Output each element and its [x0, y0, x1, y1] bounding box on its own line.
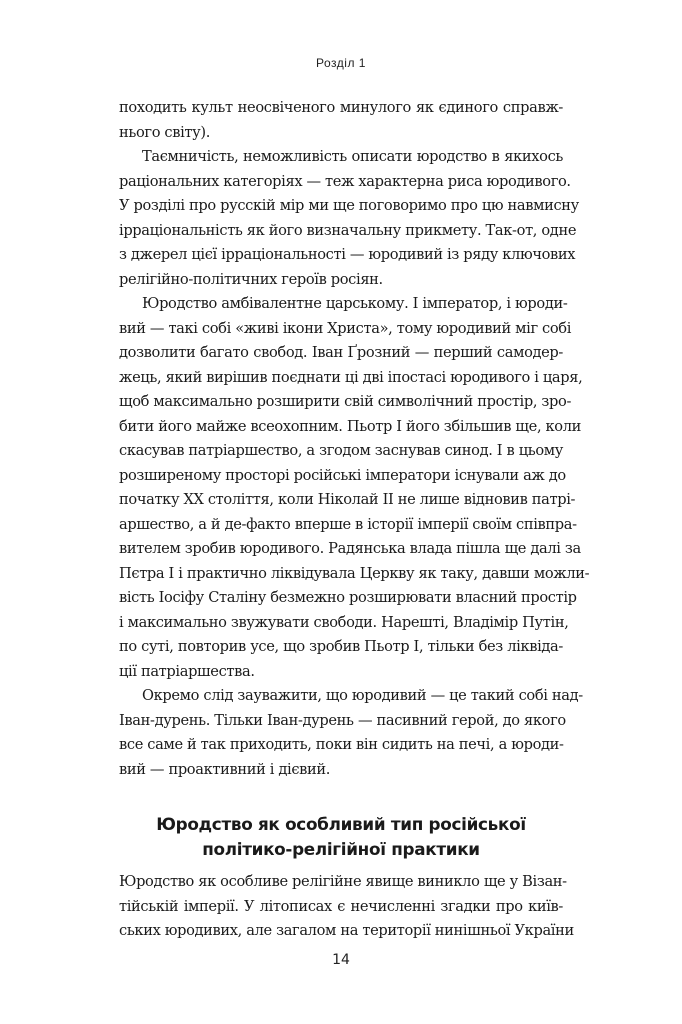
text-line: все саме й так приходить, поки він сидить на печі, а юроди-: [119, 736, 564, 753]
text-line: жець, який вирішив поєднати ці дві іпостасі юродивого і царя,: [119, 368, 583, 386]
text-line: і максимально звужувати свободи. Нарешті, Владімір Путін,: [119, 613, 569, 631]
text-line: Іван-дурень. Тільки Іван-дурень — пасивний герой, до якого: [119, 711, 566, 729]
text-line: Таємничість, неможливість описати юродство в якихось: [142, 148, 563, 165]
text-line: бити його майже всеохопним. Пьотр І його збільшив ще, коли: [119, 417, 582, 435]
text-line: релігійно-політичних героїв росіян.: [119, 270, 383, 288]
text-line: дозволити багато свобод. Іван Ґрозний — перший самодер-: [119, 344, 563, 361]
text-line: Окремо слід зауважити, що юродивий — це такий собі над-: [142, 687, 583, 704]
paragraph-4: [119, 684, 583, 782]
text-line: з джерел цієї ірраціональності — юродивий із ряду ключових: [119, 246, 576, 263]
text-line: нього світу).: [119, 123, 211, 141]
section-heading-line: Юродство як особливий тип російської: [156, 814, 526, 834]
text-line: тійській імперії. У літописах є нечисленні згадки про київ-: [119, 897, 563, 915]
section-heading-line: політико-релігійної практики: [202, 839, 480, 859]
running-head: Розділ 1: [316, 56, 366, 70]
paragraph-1: [119, 96, 563, 145]
text-line: ції патріаршества.: [119, 662, 255, 680]
text-line: походить культ неосвіченого минулого як єдиного справж-: [119, 99, 563, 116]
closing-paragraph: [119, 870, 574, 944]
text-line: скасував патріаршество, а згодом заснував синод. І в цьому: [119, 442, 563, 459]
text-line: ірраціональність як його визначальну прикмету. Так-от, одне: [119, 221, 577, 239]
text-line: по суті, повторив усе, що зробив Пьотр І, тільки без ліквіда-: [119, 638, 563, 655]
text-line: раціональних категоріях — теж характерна риса юродивого.: [119, 172, 571, 190]
text-line: вість Іосіфу Сталіну безмежно розширювати власний простір: [119, 589, 577, 606]
text-line: щоб максимально розширити свій символічний простір, зро-: [119, 393, 572, 410]
text-line: розширеному просторі російські імператори існували аж до: [119, 466, 566, 484]
text-line: Пєтра І і практично ліквідувала Церкву як таку, давши можли-: [119, 564, 590, 582]
section-heading: [119, 812, 563, 862]
text-line: вителем зробив юродивого. Радянська влада пішла ще далі за: [119, 540, 581, 557]
text-line: ських юродивих, але загалом на території нинішньої України: [119, 922, 574, 939]
paragraph-3: [119, 292, 590, 684]
text-line: вий — проактивний і дієвий.: [119, 760, 331, 778]
text-line: аршество, а й де-факто вперше в історії імперії своїм співпра-: [119, 515, 577, 533]
text-line: Юродство як особливе релігійне явище виникло ще у Візан-: [119, 873, 567, 890]
text-line: початку ХХ століття, коли Ніколай ІІ не лише відновив патрі-: [119, 491, 576, 508]
body-text: [119, 96, 590, 944]
text-line: Юродство амбівалентне царському. І імператор, і юроди-: [142, 295, 568, 312]
text-line: вий — такі собі «живі ікони Христа», тому юродивий міг собі: [119, 319, 572, 337]
paragraph-2: [119, 145, 579, 292]
text-line: У розділі про русскій мір ми ще поговоримо про цю навмисну: [119, 197, 579, 214]
page-number: 14: [332, 952, 350, 968]
